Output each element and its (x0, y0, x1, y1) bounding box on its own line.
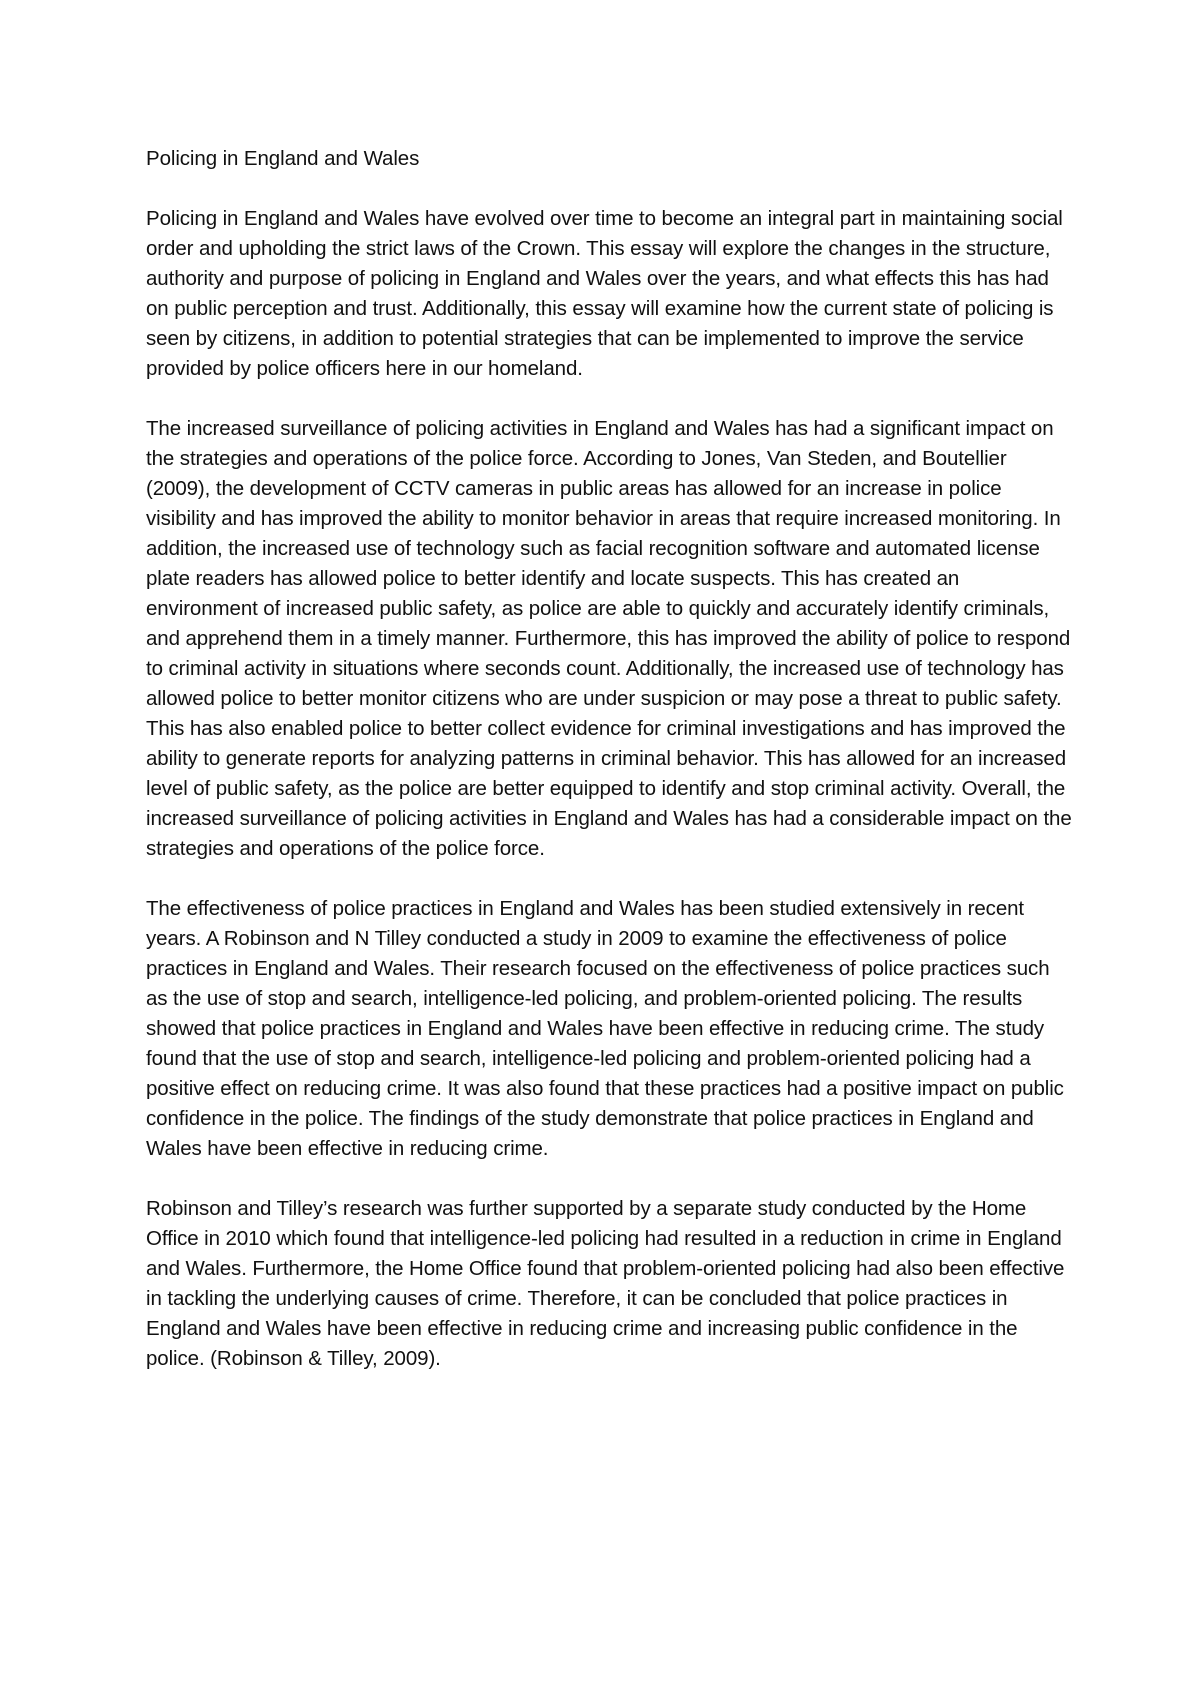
document-title: Policing in England and Wales (146, 147, 420, 170)
paragraph-introduction: Policing in England and Wales have evolved over time to become an integral part in maintaining social order and upholding the strict laws of the Crown. This essay will explore the changes in the structure, authority and purpose of policing in England and Wales over the years, and what effects this has had on public perception and trust. Additionally, this essay will examine how the current state of policing is seen by citizens, in addition to potential strategies that can be implemented to improve the service provided by police officers here in our homeland. (146, 207, 1063, 380)
paragraph-effectiveness: The effectiveness of police practices in England and Wales has been studied extensively in recent years. A Robinson and N Tilley conducted a study in 2009 to examine the effectiveness of police practices in England and Wales. Their research focused on the effectiveness of police practices such as the use of stop and search, intelligence-led policing, and problem-oriented policing. The results showed that police practices in England and Wales have been effective in reducing crime. The study found that the use of stop and search, intelligence-led policing and problem-oriented policing had a positive effect on reducing crime. It was also found that these practices had a positive impact on public confidence in the police. The findings of the study demonstrate that police practices in England and Wales have been effective in reducing crime. (146, 897, 1064, 1160)
document-body (146, 144, 1076, 1374)
paragraph-home-office-study: Robinson and Tilley’s research was further supported by a separate study conducted by the Home Office in 2010 which found that intelligence-led policing had resulted in a reduction in crime in England and Wales. Furthermore, the Home Office found that problem-oriented policing had also been effective in tackling the underlying causes of crime. Therefore, it can be concluded that police practices in England and Wales have been effective in reducing crime and increasing public confidence in the police. (Robinson & Tilley, 2009). (146, 1197, 1065, 1370)
paragraph-surveillance: The increased surveillance of policing activities in England and Wales has had a significant impact on the strategies and operations of the police force. According to Jones, Van Steden, and Boutellier (2009), the development of CCTV cameras in public areas has allowed for an increase in police visibility and has improved the ability to monitor behavior in areas that require increased monitoring. In addition, the increased use of technology such as facial recognition software and automated license plate readers has allowed police to better identify and locate suspects. This has created an environment of increased public safety, as police are able to quickly and accurately identify criminals, and apprehend them in a timely manner. Furthermore, this has improved the ability of police to respond to criminal activity in situations where seconds count. Additionally, the increased use of technology has allowed police to better monitor citizens who are under suspicion or may pose a threat to public safety. This has also enabled police to better collect evidence for criminal investigations and has improved the ability to generate reports for analyzing patterns in criminal behavior. This has allowed for an increased level of public safety, as the police are better equipped to identify and stop criminal activity. Overall, the increased surveillance of policing activities in England and Wales has had a considerable impact on the strategies and operations of the police force. (146, 417, 1072, 860)
